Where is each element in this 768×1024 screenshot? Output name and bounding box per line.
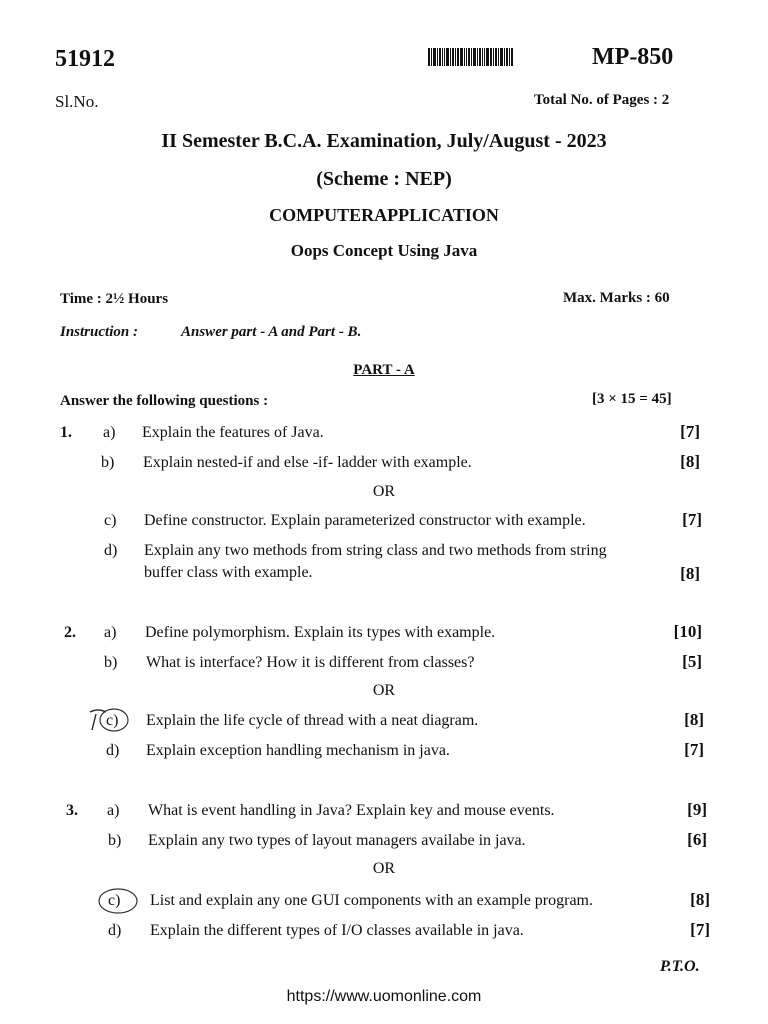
question-number: 2. xyxy=(64,624,76,641)
sub-label: a) xyxy=(107,802,120,819)
max-marks: Max. Marks : 60 xyxy=(563,290,670,306)
sub-label: b) xyxy=(101,454,115,471)
mp-code: MP-850 xyxy=(592,44,674,70)
marks: [5] xyxy=(682,652,702,671)
question-text: Explain exception handling mechanism in java. xyxy=(146,742,450,759)
part-heading: PART - A xyxy=(353,362,415,378)
question-text: Explain any two types of layout managers availabe in java. xyxy=(148,832,526,849)
sub-label: c) xyxy=(108,892,121,909)
question-text: Define polymorphism. Explain its types with example. xyxy=(145,624,496,641)
question-text: Explain the different types of I/O classes available in java. xyxy=(150,922,524,939)
course-title: Oops Concept Using Java xyxy=(290,241,478,260)
question-text: What is interface? How it is different from classes? xyxy=(146,654,475,671)
marks: [8] xyxy=(690,890,710,909)
sub-label: d) xyxy=(108,922,122,939)
barcode-image xyxy=(428,48,532,66)
instruction-text: Answer part - A and Part - B. xyxy=(181,324,362,340)
marks: [9] xyxy=(687,800,707,819)
sub-label: c) xyxy=(104,512,117,529)
instruction-label: Instruction : xyxy=(60,324,138,340)
marks: [7] xyxy=(684,740,704,759)
question-number: 3. xyxy=(66,802,78,819)
or-separator: OR xyxy=(372,682,396,699)
marks: [10] xyxy=(673,622,702,641)
question-text: Explain the life cycle of thread with a neat diagram. xyxy=(146,712,479,729)
part-instruction: Answer the following questions : xyxy=(60,393,269,409)
or-separator: OR xyxy=(372,860,396,877)
question-text: Define constructor. Explain parameterized constructor with example. xyxy=(144,512,586,529)
pto-label: P.T.O. xyxy=(660,958,700,975)
marks: [8] xyxy=(684,710,704,729)
sub-label: a) xyxy=(104,624,117,641)
sub-label: d) xyxy=(106,742,120,759)
marks: [7] xyxy=(682,510,702,529)
exam-title: II Semester B.C.A. Examination, July/August - 2023 xyxy=(161,130,607,152)
sub-label: b) xyxy=(104,654,118,671)
marks: [7] xyxy=(680,422,700,441)
question-number: 1. xyxy=(60,424,72,441)
question-text: List and explain any one GUI components with an example program. xyxy=(150,892,593,909)
sub-label: a) xyxy=(103,424,116,441)
question-text-continued: buffer class with example. xyxy=(144,564,313,581)
or-separator: OR xyxy=(372,483,396,500)
paper-code: 51912 xyxy=(55,46,115,72)
pen-circle-mark xyxy=(96,886,146,916)
marks-scheme: [3 × 15 = 45] xyxy=(592,391,672,407)
marks: [6] xyxy=(687,830,707,849)
footer-url[interactable]: https://www.uomonline.com xyxy=(286,988,482,1005)
marks: [8] xyxy=(680,564,700,583)
scheme-title: (Scheme : NEP) xyxy=(316,168,452,190)
marks: [7] xyxy=(690,920,710,939)
slno-label: Sl.No. xyxy=(55,92,99,111)
question-text: Explain nested-if and else -if- ladder with example. xyxy=(143,454,472,471)
time-label: Time : 2½ Hours xyxy=(60,291,169,307)
sub-label: b) xyxy=(108,832,122,849)
total-pages: Total No. of Pages : 2 xyxy=(534,92,670,108)
marks: [8] xyxy=(680,452,700,471)
subject-title: COMPUTERAPPLICATION xyxy=(269,205,499,225)
sub-label: d) xyxy=(104,542,118,559)
question-text: What is event handling in Java? Explain key and mouse events. xyxy=(148,802,555,819)
sub-label: c) xyxy=(106,712,119,729)
question-text: Explain any two methods from string class and two methods from string xyxy=(144,542,607,559)
question-text: Explain the features of Java. xyxy=(142,424,324,441)
